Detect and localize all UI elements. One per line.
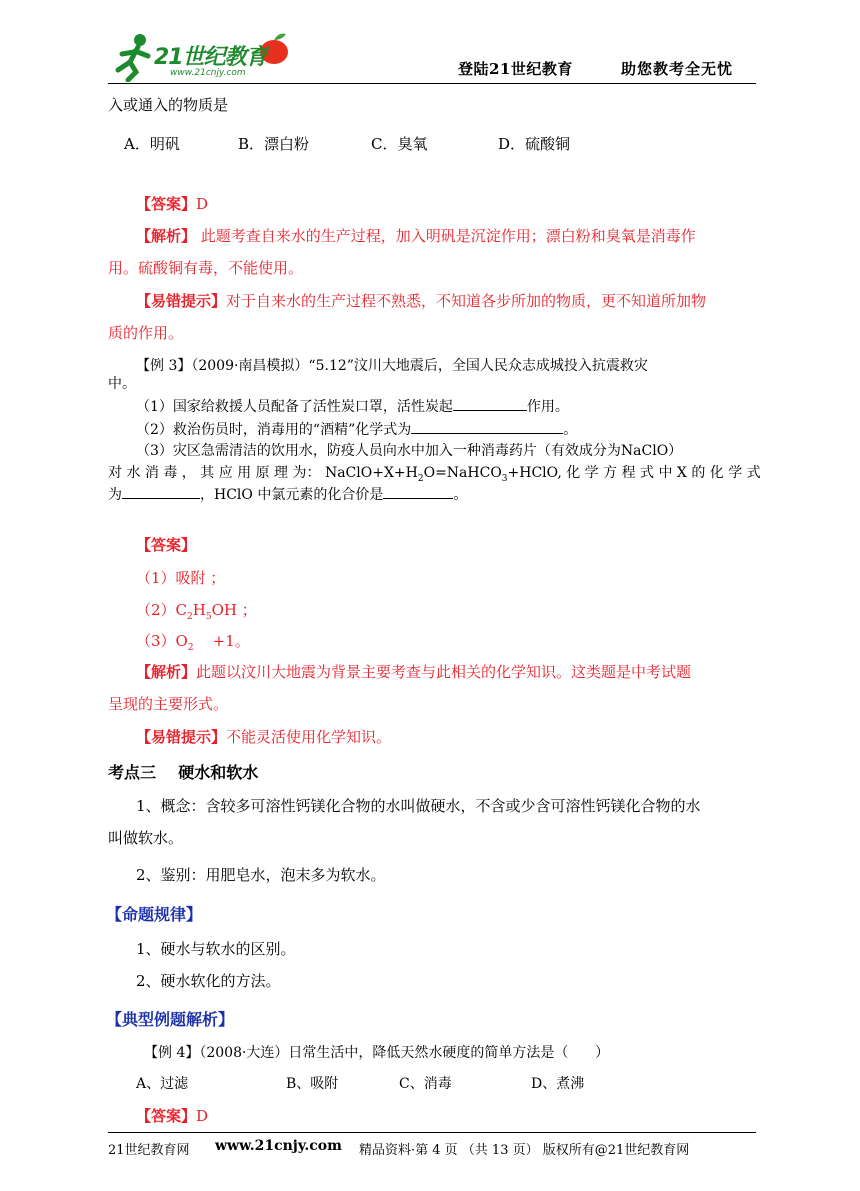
footer-rule xyxy=(108,1132,756,1133)
q3-tip xyxy=(136,727,391,747)
ans2-a: （2）C xyxy=(136,601,188,619)
q2-option-a: A．明矾 xyxy=(124,135,180,153)
q4-option-d: D、煮沸 xyxy=(531,1076,585,1092)
logo-text: 21世纪教育 xyxy=(154,45,267,70)
ans3-b: +1。 xyxy=(193,632,250,650)
q2-option-d: D．硫酸铜 xyxy=(498,135,571,153)
sub-2: 2 xyxy=(417,473,424,484)
q4-stem: 【例 4】（2008·大连）日常生活中，降低天然水硬度的简单方法是（ ） xyxy=(144,1045,610,1061)
q3-stem-line1: 【例 3】（2009·南昌模拟）“5.12”汶川大地震后，全国人民众志成城投入抗震救灾 xyxy=(136,358,648,374)
q3-sub2-text: （2）救治伤员时，消毒用的“酒精”化学式为 xyxy=(136,422,412,438)
q2-stem-tail: 入或通入的物质是 xyxy=(108,96,229,114)
rule-item1: 1、硬水与软水的区别。 xyxy=(136,940,296,958)
tip-text: 不能灵活使用化学知识。 xyxy=(226,728,392,746)
q2-answer xyxy=(136,194,208,214)
q3-blank-1[interactable] xyxy=(453,396,527,411)
answer-label: 【答案】 xyxy=(136,1107,197,1125)
equation-part1: 对 水 消 毒 ， 其 应 用 原 理 为： NaClO+X+H xyxy=(108,465,418,481)
q3-answer-label: 【答案】 xyxy=(136,536,197,554)
logo-runner-icon xyxy=(108,30,156,82)
q2-option-b: B．漂白粉 xyxy=(238,135,310,153)
header-rule xyxy=(108,83,756,84)
rule-item2: 2、硬水软化的方法。 xyxy=(136,972,281,990)
sub-5: 5 xyxy=(205,612,212,622)
q3-stem-line2: 中。 xyxy=(108,376,136,392)
analysis-label: 【解析】 xyxy=(136,663,197,681)
q2-tip-line2: 质的作用。 xyxy=(108,324,184,342)
q3-sub3-wei: 为 xyxy=(108,487,122,503)
ans3-a: （3）O xyxy=(136,632,188,650)
q2-tip xyxy=(136,291,706,311)
typical-title: 【典型例题解析】 xyxy=(106,1010,235,1029)
ans2-c: OH ； xyxy=(211,601,257,619)
q2-option-c: C．臭氧 xyxy=(371,135,428,153)
logo-url: www.21cnjy.com xyxy=(170,68,246,78)
tip-label: 【易错提示】 xyxy=(136,292,227,310)
answer-value: D xyxy=(196,1107,209,1125)
q3-sub1-tail: 作用。 xyxy=(526,399,569,415)
analysis-label: 【解析】 xyxy=(136,227,197,245)
analysis-text: 此题考查自来水的生产过程，加入明矾是沉淀作用；漂白粉和臭氧是消毒作 xyxy=(196,227,696,245)
q3-sub1 xyxy=(136,396,569,417)
q4-answer xyxy=(136,1106,208,1126)
q3-blank-2[interactable] xyxy=(411,419,563,434)
footer-url[interactable]: www.21cnjy.com xyxy=(215,1138,342,1154)
q3-sub2 xyxy=(136,419,577,440)
kp3-item1-line1: 1、概念：含较多可溶性钙镁化合物的水叫做硬水，不含或少含可溶性钙镁化合物的水 xyxy=(136,797,701,815)
q3-blank-4[interactable] xyxy=(383,484,453,499)
q3-sub3-mid: ，HClO 中氯元素的化合价是 xyxy=(200,487,384,503)
kp3-title: 考点三 硬水和软水 xyxy=(108,763,259,782)
answer-value: D xyxy=(196,195,209,213)
q3-sub3-line1: （3）灾区急需清洁的饮用水，防疫人员向水中加入一种消毒药片（有效成分为NaClO） xyxy=(136,443,683,459)
q3-sub3-tail: 。 xyxy=(453,487,468,503)
q3-analysis-line2: 呈现的主要形式。 xyxy=(108,695,229,713)
q3-analysis xyxy=(136,662,691,682)
q2-analysis xyxy=(136,226,696,246)
analysis-text: 此题以汶川大地震为背景主要考查与此相关的化学知识。这类题是中考试题 xyxy=(196,663,692,681)
ans2-b: H xyxy=(192,601,206,619)
equation-part2: O=NaHCO xyxy=(423,465,502,481)
kp3-item2: 2、鉴别：用肥皂水，泡末多为软水。 xyxy=(136,866,386,884)
sub-2: 2 xyxy=(187,612,193,622)
header-slogan-left: 登陆21世纪教育 xyxy=(458,60,573,78)
rule-title: 【命题规律】 xyxy=(106,905,203,924)
q3-ans3 xyxy=(136,631,250,658)
q4-option-b: B、吸附 xyxy=(286,1076,339,1092)
q2-analysis-line2: 用。硫酸铜有毒，不能使用。 xyxy=(108,259,304,277)
tip-text: 对于自来水的生产过程不熟悉，不知道各步所加的物质，更不知道所加物 xyxy=(226,292,707,310)
sub-2: 2 xyxy=(187,643,194,653)
sub-3: 3 xyxy=(501,473,508,484)
q4-option-c: C、消毒 xyxy=(399,1076,452,1092)
kp3-item1-line2: 叫做软水。 xyxy=(108,829,184,847)
q3-ans1: （1）吸附 ； xyxy=(136,569,226,587)
q3-blank-3[interactable] xyxy=(122,484,200,499)
logo xyxy=(108,30,308,82)
answer-label: 【答案】 xyxy=(136,195,197,213)
footer-info: 精品资料·第 4 页 （共 13 页） 版权所有@21世纪教育网 xyxy=(359,1143,690,1158)
footer-site: 21世纪教育网 xyxy=(108,1143,190,1158)
q4-option-a: A、过滤 xyxy=(136,1076,189,1092)
q3-sub2-tail: 。 xyxy=(563,422,578,438)
header-slogan-right: 助您教考全无忧 xyxy=(621,60,734,78)
q3-ans2 xyxy=(136,600,257,627)
q3-sub1-text: （1）国家给救援人员配备了活性炭口罩，活性炭起 xyxy=(136,399,453,415)
q3-sub3-line3 xyxy=(108,484,467,505)
tip-label: 【易错提示】 xyxy=(136,728,227,746)
equation-part3: +HClO, 化 学 方 程 式 中 X 的 化 学 式 xyxy=(507,465,761,481)
